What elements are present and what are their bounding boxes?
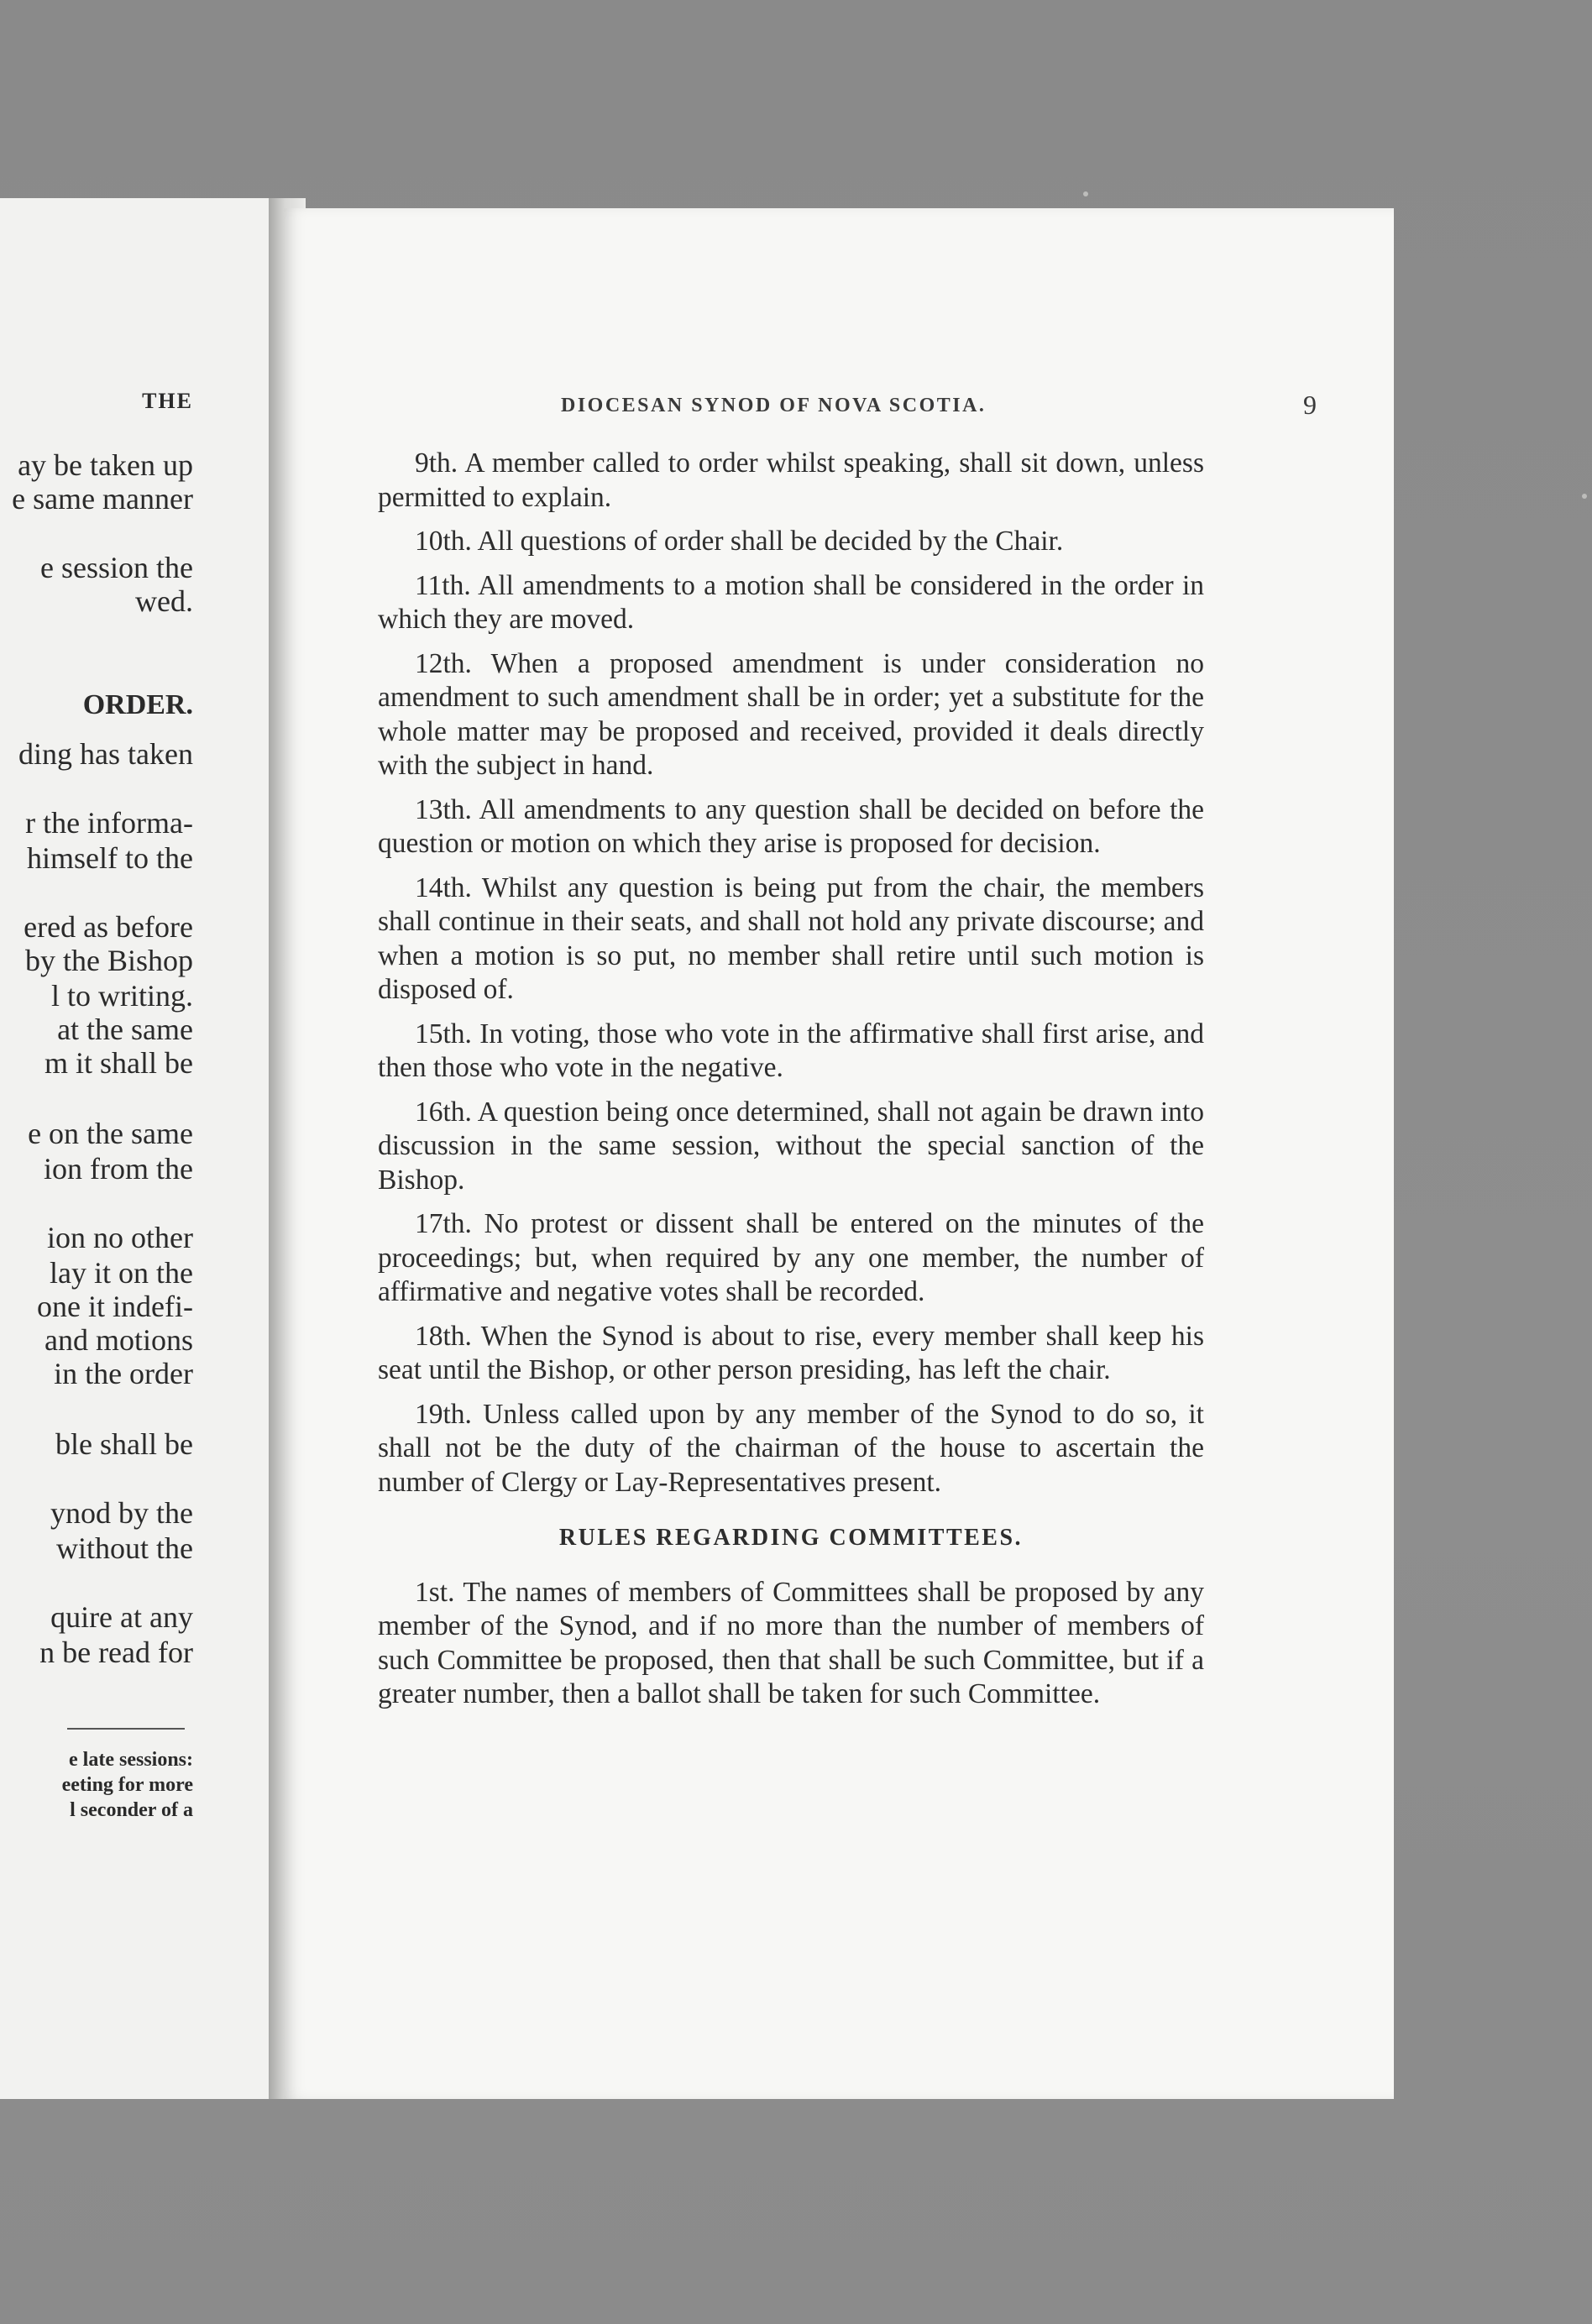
left-line: ble shall be [55,1427,193,1461]
rule-paragraph: 18th. When the Synod is about to rise, every member shall keep his seat until the Bishop, or other person presiding, has left the chair. [378,1320,1204,1385]
rule-paragraph: 13th. All amendments to any question shall be decided on before the question or motion on which they arise is proposed for decision. [378,793,1204,859]
scan-speck [1582,494,1587,499]
left-line: r the informa- [25,806,193,840]
left-line: ion no other [47,1221,193,1254]
left-footnote-line: e late sessions: [69,1749,193,1771]
section-heading: RULES REGARDING COMMITTEES. [558,1525,1024,1551]
left-line: wed. [135,584,193,618]
left-line: l to writing. [51,979,193,1013]
running-head-title: DIOCESAN SYNOD OF NOVA SCOTIA. [561,395,987,416]
left-heading: ORDER. [82,689,193,720]
rule-paragraph: 17th. No protest or dissent shall be entered on the minutes of the proceedings; but, when required by any one member, the number of affirmative and negative votes shall be recorded. [378,1208,1204,1307]
left-line: ynod by the [50,1496,193,1530]
rule-paragraph: 15th. In voting, those who vote in the affirmative shall first arise, and then those who vote in the negative. [378,1018,1204,1083]
left-line: by the Bishop [24,944,193,977]
left-footnote-line: l seconder of a [70,1799,193,1821]
left-line: ion from the [44,1152,193,1186]
footnote-rule [67,1728,185,1730]
right-page [284,208,1394,2099]
left-line: himself to the [27,841,193,875]
rule-paragraph: 9th. A member called to order whilst speaking, shall sit down, unless permitted to explain. [378,448,1204,513]
left-line: ered as before [24,910,193,944]
left-line: without the [56,1531,193,1565]
rule-paragraph: 10th. All questions of order shall be decided by the Chair. [415,526,1064,557]
left-line: n be read for [39,1636,193,1669]
left-line: quire at any [50,1600,193,1634]
left-line: ding has taken [18,737,193,771]
left-line: lay it on the [50,1256,193,1290]
rule-paragraph: 14th. Whilst any question is being put from the chair, the members shall continue in their seats, and shall not hold any private discourse; and when a motion is so put, no member shall retire until such motion is disposed of. [378,872,1204,1005]
left-line: and motions [45,1323,193,1357]
left-line: m it shall be [45,1046,193,1080]
left-line: one it indefi- [37,1290,193,1323]
left-line: at the same [57,1013,193,1046]
left-line: e session the [40,551,193,584]
rule-paragraph: 12th. When a proposed amendment is under consideration no amendment to such amendment shall be in order; yet a substitute for the whole matter may be proposed and received, provided it deals directly with the subject in hand. [378,647,1204,781]
page-body [378,447,1204,1722]
left-running-head: THE [142,389,193,413]
left-line: e on the same [28,1117,193,1150]
committee-paragraph: 1st. The names of members of Committees shall be proposed by any member of the Synod, and if no more than the number of members of such Committee be proposed, then that shall be such Committee, but if a greater number, then a ballot shall be taken for such Committee. [378,1576,1204,1709]
scan-speck [1083,191,1088,196]
rule-paragraph: 19th. Unless called upon by any member of the Synod to do so, it shall not be the duty of the chairman of the house to ascertain the number of Clergy or Lay-Representatives present. [378,1398,1204,1498]
left-footnote-line: eeting for more [61,1774,193,1796]
left-line: in the order [54,1357,193,1390]
running-head [561,390,1317,428]
left-line: ay be taken up [18,448,193,482]
page-number: 9 [1303,390,1317,420]
rule-paragraph: 16th. A question being once determined, shall not again be drawn into discussion in the same session, without the special sanction of the Bishop. [378,1096,1204,1196]
left-line: e same manner [12,482,193,516]
left-page [0,198,292,2099]
rule-paragraph: 11th. All amendments to a motion shall be considered in the order in which they are moved. [378,569,1204,635]
